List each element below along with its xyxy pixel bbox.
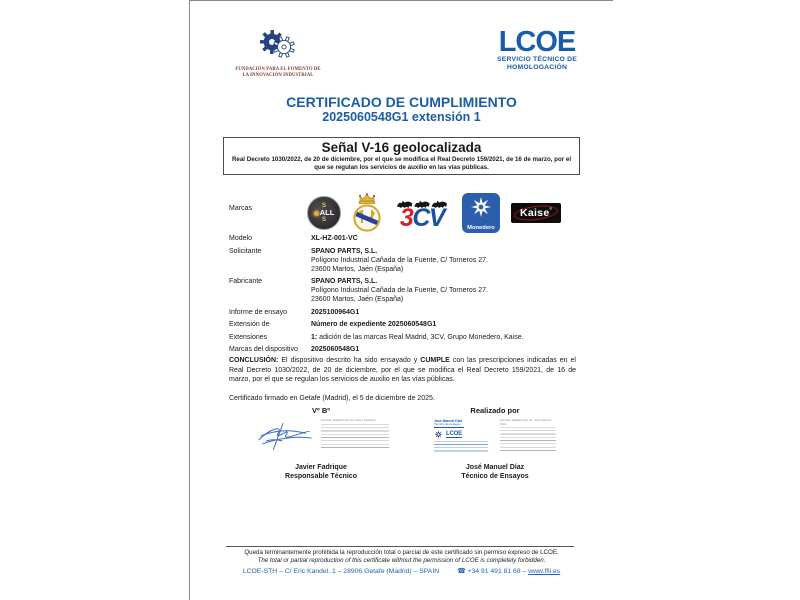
lcoe-logo: [486, 28, 588, 72]
signature-block-left: [242, 406, 400, 481]
brands-label: Marcas: [229, 205, 252, 212]
certificate-fields: [229, 234, 579, 358]
conclusion-text2: con las prescripciones indicadas en el Real Decreto 1030/2022, de 20 de diciembre, por el que se modifica el Real Decreto 159/2021, de 16 de marzo, por el que se regulan los servicios de auxilio en las vías públicas.: [229, 357, 576, 384]
monedero-brand-logo: [462, 193, 500, 233]
real-madrid-crest-icon: [352, 193, 382, 233]
micro-text-lines: [321, 424, 389, 448]
foundation-name-line2: LA INNOVACIÓN INDUSTRIAL: [242, 72, 314, 78]
registered-mark: ®: [549, 207, 553, 211]
cv3-digit: 3: [399, 204, 413, 232]
micro-text-lines: [500, 427, 556, 451]
product-name: Señal V-16 geolocalizada: [321, 140, 482, 155]
field-label: Informe de ensayo: [229, 308, 287, 316]
signature-left-header: Vº Bº: [312, 406, 330, 415]
manufacturer-name: SPANO PARTS, S.L.: [311, 278, 378, 285]
cv3-brand-logo: [393, 198, 451, 232]
phone-icon: ☎: [457, 568, 466, 575]
extension-number: 1:: [311, 333, 318, 341]
phone-number: +34 91 491 81 68 –: [467, 568, 527, 575]
field-informe: [229, 308, 579, 317]
field-value: 2025060548G1: [311, 346, 360, 353]
field-label: Solicitante: [229, 247, 262, 255]
conclusion-text1: El dispositivo descrito ha sido ensayado y: [278, 357, 421, 364]
applicant-address-line2: 23600 Martos, Jaén (España): [311, 265, 404, 273]
field-value: Número de expediente 2025060548G1: [311, 321, 437, 328]
manufacturer-address-line1: Polígono Industrial Cañada de la Fuente, C/ Torneros 27.: [311, 287, 488, 294]
applicant-address-line1: Polígono Industrial Cañada de la Fuente, C/ Torneros 27.: [311, 256, 488, 264]
sun-icon: [314, 211, 319, 216]
signer-role: Responsable Técnico: [285, 472, 357, 480]
lcoe-subtitle-line2: HOMOLOGACIÓN: [506, 64, 568, 71]
certificate-number: 2025060548G1 extensión 1: [322, 110, 481, 124]
conclusion-label: CONCLUSIÓN:: [229, 357, 279, 364]
stamp-micro-text-lines: [434, 441, 488, 453]
field-extensiones: [229, 333, 579, 342]
kaise-brand-logo: [511, 203, 561, 223]
manufacturer-address-line2: 23600 Martos, Jaén (España): [311, 296, 404, 303]
brand-logos-row: [307, 192, 567, 234]
lcoe-address: LCOE-STH – C/ Eric Kandel, 1 – 28906 Getafe (Madrid) – SPAIN: [242, 567, 440, 575]
field-label: Extensiones: [229, 333, 268, 341]
handwritten-signature-icon: [253, 419, 315, 455]
certificate-title-line1: CERTIFICADO DE CUMPLIMIENTO: [286, 94, 517, 110]
footer-divider: [226, 546, 574, 547]
gears-icon: [256, 29, 300, 67]
lcoe-subtitle-line1: SERVICIO TÉCNICO DE: [497, 56, 577, 63]
footer-contact: [190, 567, 613, 575]
product-box: [223, 137, 580, 175]
certificate-title: [190, 94, 613, 124]
field-value: XL-HZ-001-VC: [311, 235, 358, 242]
field-label: Marcas del dispositivo: [229, 346, 298, 353]
cv3-letters: CV: [412, 204, 445, 232]
lcoe-wordmark: LCOE: [498, 26, 576, 58]
legal-text-spanish: Queda terminantemente prohibida la reproducción total o parcial de este certificado sin permiso expreso de LCOE.: [244, 549, 559, 556]
legal-text-english: The total or partial reproduction of this certificate without the permission of LCOE is completely forbidden.: [257, 557, 546, 564]
soall-bottom-letter: S: [321, 217, 326, 223]
field-marcas-dispositivo: [229, 345, 579, 354]
signer-name: José Manuel Díaz: [465, 464, 525, 471]
field-label: Extensión de: [229, 321, 270, 328]
soall-mid-text: ALL: [319, 208, 335, 217]
signature-right-header: Realizado por: [470, 406, 520, 415]
stamp-gear-icon: [434, 430, 443, 439]
product-regulation: Real Decreto 1030/2022, de 20 de diciembre, por el que se modifica el Real Decreto 159/2021, de 16 de marzo, por el que se regulan los servicios de auxilio en las vías públicas.: [231, 156, 572, 171]
soall-top-letter: S: [321, 202, 326, 209]
field-extension-de: [229, 320, 579, 329]
monedero-label: Monedero: [467, 225, 495, 231]
digital-signature-text: Firmado digitalmente por José Manuel Díaz: [500, 419, 556, 451]
soall-brand-logo: [307, 196, 341, 230]
field-fabricante: [229, 277, 579, 304]
field-modelo: [229, 234, 579, 243]
field-label: Fabricante: [229, 278, 263, 285]
field-value: 2025100964G1: [311, 308, 360, 316]
footer-legal: [190, 549, 613, 565]
website-link[interactable]: www.ffii.es: [528, 568, 561, 575]
conclusion-cumple: CUMPLE: [420, 357, 450, 364]
phone-and-web: [457, 567, 560, 575]
applicant-name: SPANO PARTS, S.L.: [311, 247, 378, 255]
snowflake-icon: [470, 196, 492, 218]
conclusion-paragraph: [229, 356, 576, 385]
signature-block-right: [416, 406, 574, 481]
foundation-logo: [226, 29, 330, 79]
digital-signature-stamp: José Manuel Díaz Técnico de ensayos LCOE: [434, 419, 494, 453]
signer-name: Javier Fadrique: [295, 464, 347, 471]
extension-description: adición de las marcas Real Madrid, 3CV, Grupo Monedero, Kaise.: [317, 333, 524, 341]
signed-statement: Certificado firmado en Getafe (Madrid), el 5 de diciembre de 2025.: [229, 395, 435, 402]
certificate-page: [189, 0, 613, 600]
stamp-lcoe-wordmark: LCOE: [446, 430, 462, 437]
signer-role: Técnico de Ensayos: [461, 472, 529, 480]
field-solicitante: [229, 247, 579, 274]
kaise-label: Kaise: [519, 207, 550, 219]
digital-signature-text: Firmado digitalmente por Javier Fadrique: [321, 419, 389, 448]
foundation-name-line1: FUNDACIÓN PARA EL FOMENTO DE: [235, 67, 321, 72]
field-label: Modelo: [229, 235, 252, 242]
